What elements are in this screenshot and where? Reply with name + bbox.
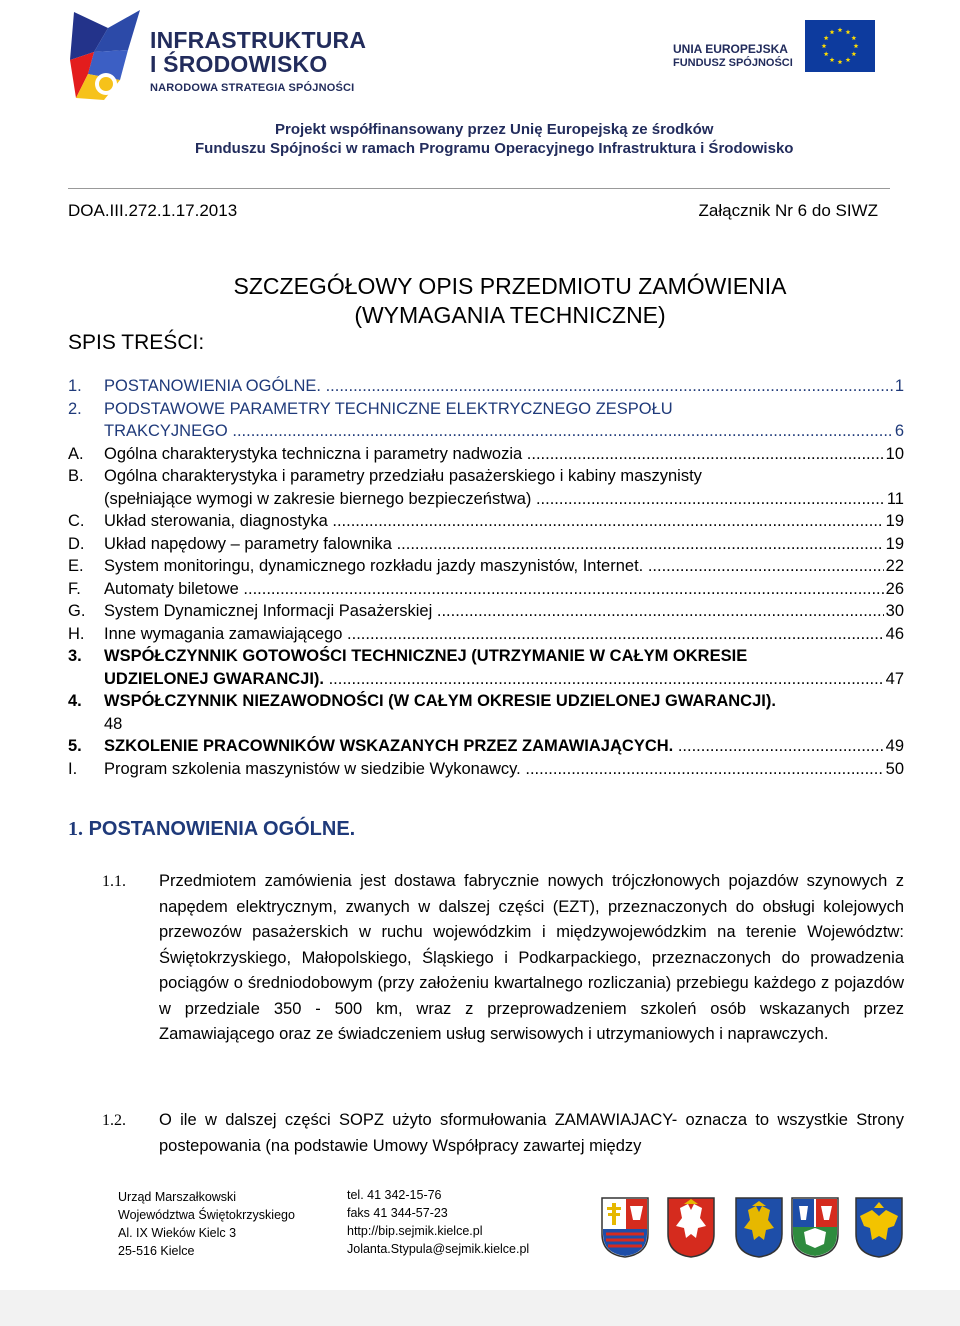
toc-entry-page: 49: [885, 737, 904, 755]
toc-entry[interactable]: [68, 645, 904, 668]
toc-entry-continuation[interactable]: [68, 713, 904, 736]
paragraph-1-2: [68, 1108, 904, 1159]
swietokrzyskie-crest-icon: [600, 1196, 650, 1258]
toc-entry-number: B.: [68, 467, 84, 485]
toc-entry[interactable]: [68, 465, 904, 488]
eu-flag-icon: [805, 20, 875, 72]
paragraph-number: 1.2.: [102, 1112, 126, 1129]
toc-entry-continuation[interactable]: [68, 488, 904, 511]
toc-entry-text: System Dynamicznej Informacji Pasażerskiej .....: [104, 600, 884, 623]
slaskie-crest-icon: [734, 1196, 784, 1258]
toc-entry-page: 46: [885, 624, 904, 643]
toc-entry-text: Układ sterowania, diagnostyka .....: [104, 510, 884, 533]
footer-address-line: Urząd Marszałkowski: [118, 1190, 237, 1204]
toc-entry-text: PODSTAWOWE PARAMETRY TECHNICZNE ELEKTRYCZNEGO ZESPOŁU: [104, 399, 673, 418]
infrastruktura-logo: [68, 6, 368, 106]
footer-website-link[interactable]: http://bip.sejmik.kielce.pl: [347, 1224, 483, 1238]
footer-address-line: Al. IX Wieków Kielc 3: [118, 1226, 237, 1240]
logo-title: [150, 28, 366, 76]
toc-entry-text: Inne wymagania zamawiającego .....: [104, 623, 884, 646]
toc-entry-text: Automaty biletowe .....: [104, 578, 884, 601]
logo-subtitle: NARODOWA STRATEGIA SPÓJNOŚCI: [150, 82, 355, 94]
section-title: POSTANOWIENIA OGÓLNE.: [88, 818, 356, 840]
section-heading: [68, 818, 355, 841]
toc-heading: SPIS TREŚCI:: [68, 331, 205, 354]
toc-entry-text: TRAKCYJNEGO .....: [104, 420, 893, 443]
toc-entry[interactable]: [68, 510, 904, 533]
toc-entry-text: Ogólna charakterystyka techniczna i parametry nadwozia .....: [104, 443, 884, 466]
podkarpackie-crest-icon: [790, 1196, 840, 1258]
eu-logo: [673, 20, 903, 90]
toc-entry-number: D.: [68, 534, 85, 553]
toc-entry-text: POSTANOWIENIA OGÓLNE. .....: [104, 375, 893, 398]
malopolskie-crest-icon: [666, 1196, 716, 1258]
footer-phone: tel. 41 342-15-76: [347, 1188, 442, 1202]
toc-entry[interactable]: [68, 735, 904, 758]
toc-entry-text: (spełniające wymogi w zakresie biernego bezpieczeństwa) .....: [104, 488, 885, 511]
toc-entry-page: 26: [885, 579, 904, 598]
toc-entry-text: System monitoringu, dynamicznego rozkładu jazdy maszynistów, Internet. .....: [104, 555, 884, 578]
toc-entry-text: Ogólna charakterystyka i parametry przedziału pasażerskiego i kabiny maszynisty: [104, 467, 702, 485]
toc-entry-number: 4.: [68, 692, 82, 710]
document-reference: DOA.III.272.1.17.2013: [68, 201, 238, 220]
toc-entry-page: 19: [885, 512, 904, 530]
toc-entry-number: C.: [68, 512, 85, 530]
project-note-line1: Projekt współfinansowany przez Unię Europejską ze środków: [275, 121, 714, 138]
toc-entry-number: G.: [68, 602, 86, 620]
toc-entry-number: E.: [68, 557, 84, 575]
toc-entry-number: F.: [68, 579, 81, 598]
toc-entry[interactable]: [68, 375, 904, 398]
eu-logo-line1: UNIA EUROPEJSKA: [673, 42, 788, 56]
footer-address-line: Województwa Świętokrzyskiego: [118, 1208, 295, 1222]
footer-address-line: 25-516 Kielce: [118, 1244, 195, 1258]
toc-entry-text: UDZIELONEJ GWARANCJI). .....: [104, 668, 884, 691]
toc-entry[interactable]: [68, 578, 904, 601]
toc-entry-page: 22: [885, 557, 904, 575]
project-cofinancing-note: [150, 120, 910, 158]
toc-entry-text: SZKOLENIE PRACOWNIKÓW WSKAZANYCH PRZEZ ZAMAWIAJĄCYCH. .....: [104, 735, 884, 758]
toc-entry-text: WSPÓŁCZYNNIK GOTOWOŚCI TECHNICZNEJ (UTRZYMANIE W CAŁYM OKRESIE: [104, 647, 748, 665]
document-title-line2: (WYMAGANIA TECHNICZNE): [354, 302, 666, 328]
toc-entry-number: I.: [68, 759, 78, 778]
toc-entry[interactable]: [68, 555, 904, 578]
toc-entry-number: 5.: [68, 737, 82, 755]
header-divider: [68, 188, 890, 189]
toc-entry-number: 3.: [68, 647, 82, 665]
toc-entry[interactable]: [68, 533, 904, 556]
toc-entry-text: Program szkolenia maszynistów w siedzibie Wykonawcy. .....: [104, 758, 884, 781]
toc-entry-page: 50: [885, 759, 904, 778]
attachment-label: Załącznik Nr 6 do SIWZ: [698, 201, 878, 220]
footer-fax: faks 41 344-57-23: [347, 1206, 448, 1220]
toc-entry-page: 30: [885, 602, 904, 620]
toc-entry-text: WSPÓŁCZYNNIK NIEZAWODNOŚCI (W CAŁYM OKRESIE UDZIELONEJ GWARANCJI).: [104, 692, 776, 710]
document-title-line1: SZCZEGÓŁOWY OPIS PRZEDMIOTU ZAMÓWIENIA: [233, 273, 787, 299]
toc-entry-text: Układ napędowy – parametry falownika .....: [104, 533, 884, 556]
toc-entry-page: 6: [894, 422, 904, 440]
page-bottom-band: [0, 1290, 960, 1326]
toc-entry-page: 19: [885, 534, 904, 553]
toc-entry[interactable]: [68, 600, 904, 623]
toc-entry-page: 1: [894, 377, 904, 395]
toc-entry[interactable]: [68, 758, 904, 781]
project-note-line2: Funduszu Spójności w ramach Programu Operacyjnego Infrastruktura i Środowisko: [195, 140, 794, 157]
toc-entry-number: 1.: [68, 377, 82, 395]
toc-entry[interactable]: [68, 690, 904, 713]
paragraph-number: 1.1.: [102, 873, 126, 890]
section-number: 1.: [68, 818, 83, 840]
eu-logo-text: [673, 42, 793, 70]
footer-address: [118, 1188, 295, 1260]
toc-entry-page: 10: [885, 444, 904, 463]
eu-logo-line2: FUNDUSZ SPÓJNOŚCI: [673, 57, 793, 69]
paragraph-1-1: [68, 869, 904, 1048]
toc-entry-number: H.: [68, 624, 85, 643]
toc-entry[interactable]: [68, 398, 904, 421]
toc-entry[interactable]: [68, 443, 904, 466]
page-footer: [0, 1186, 960, 1276]
toc-entry-number: 2.: [68, 399, 82, 418]
toc-entry-page: 48: [104, 714, 123, 733]
voivodeship-crests: [600, 1196, 910, 1266]
table-of-contents: [68, 375, 904, 780]
document-title: [0, 272, 960, 330]
footer-email-link[interactable]: Jolanta.Stypula@sejmik.kielce.pl: [347, 1242, 530, 1256]
paragraph-text: Przedmiotem zamówienia jest dostawa fabrycznie nowych trójczłonowych pojazdów szynowych z napędem elektrycznym, zwanych w dalszej części (EZT), przeznaczonych do obsługi kolejowych przewozów pasażerskich w ruchu wojewódzkim i międzywojewódzkim na terenie Województw: Świętokrzyskiego, Małopolskiego, Śląskiego i Podkarpackiego, przeznaczonych do prowadzenia pociągów o średniodobowym (przy założeniu kwartalnego rozliczania) przebiegu każdego z pojazdów w przedziale 350 - 500 km, wraz z przeprowadzeniem szkoleń osób wskazanych przez Zamawiającego oraz ze świadczeniem usług serwisowych i utrzymaniowych i naprawczych.: [159, 872, 904, 1043]
toc-entry-continuation[interactable]: [68, 668, 904, 691]
nss-star-icon: [68, 6, 148, 102]
logo-title-line1: INFRASTRUKTURA: [150, 27, 367, 53]
toc-entry-continuation[interactable]: [68, 420, 904, 443]
toc-entry-page: 11: [886, 489, 904, 508]
toc-entry-page: 47: [885, 669, 904, 688]
paragraph-text: O ile w dalszej części SOPZ użyto sformułowania ZAMAWIAJACY- oznacza to wszystkie Strony postepowania (na podstawie Umowy Współpracy zawartej między: [159, 1111, 904, 1155]
footer-contact: [347, 1186, 529, 1258]
logo-title-line2: I ŚRODOWISKO: [150, 51, 328, 77]
toc-entry-number: A.: [68, 444, 84, 463]
toc-entry[interactable]: [68, 623, 904, 646]
silesian-eagle-crest-icon: [854, 1196, 904, 1258]
